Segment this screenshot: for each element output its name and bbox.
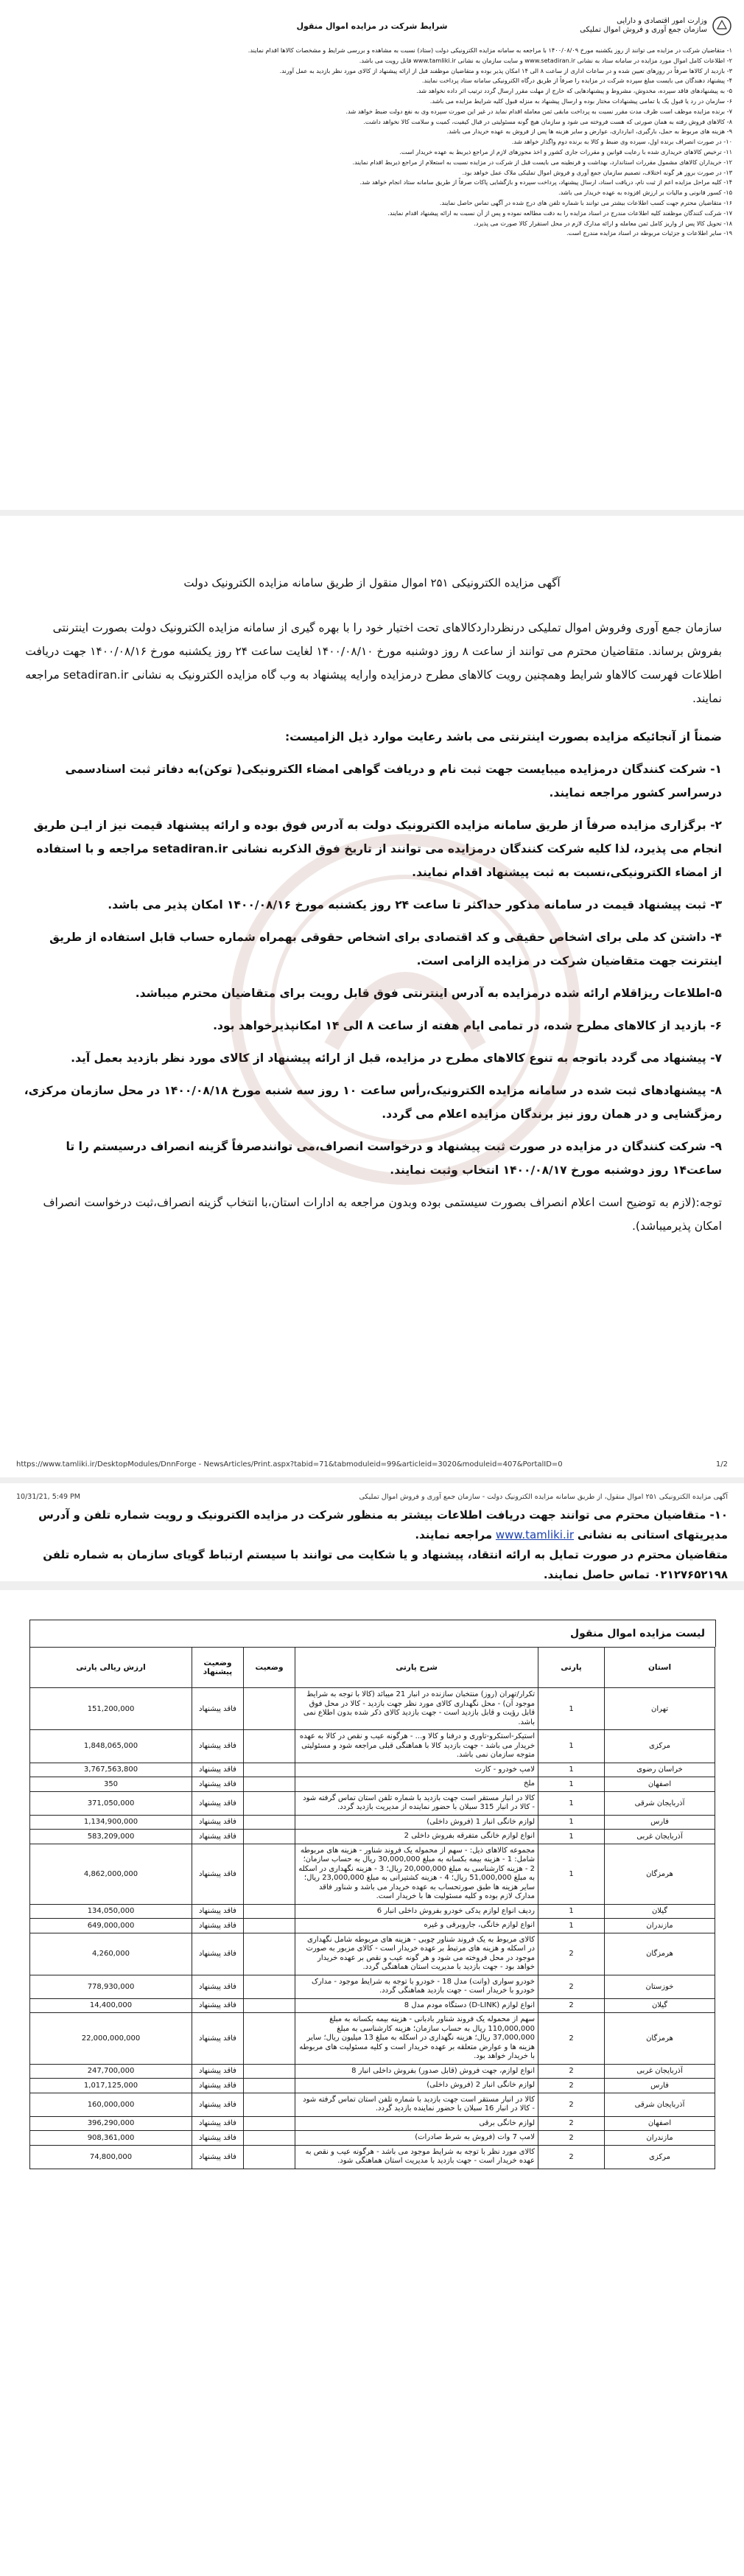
cell-value: 14,400,000 — [30, 1998, 192, 2013]
condition-item: ۱۳- در صورت بروز هر گونه اختلاف، تصمیم سازمان جمع آوری و فروش اموال تملیکی ملاک عمل خواهد بود. — [462, 168, 732, 176]
cell-value: 22,000,000,000 — [30, 2013, 192, 2065]
cell-status — [244, 2131, 295, 2146]
table-row — [30, 1919, 715, 1933]
org-name: وزارت امور اقتصادی و دارایی سازمان جمع آوری و فروش اموال تملیکی — [580, 17, 707, 34]
col-value: ارزش ریالی پارتی — [30, 1648, 192, 1688]
requirement-item: ۷- پیشنهاد می گردد باتوجه به تنوع کالاهای مطرح در مزایده، قبل از ارائه پیشنهاد از کالای مورد نظر بازدید بعمل آید. — [71, 1051, 722, 1065]
cell-value: 4,862,000,000 — [30, 1844, 192, 1904]
cell-proposal: فاقد پیشنهاد — [192, 1791, 244, 1815]
cell-province: مازندران — [605, 2131, 715, 2146]
table-row — [30, 2145, 715, 2169]
tamliki-link[interactable]: www.tamliki.ir — [495, 1528, 575, 1541]
cell-value: 74,800,000 — [30, 2145, 192, 2169]
cell-value: 4,260,000 — [30, 1933, 192, 1975]
cell-province: تهران — [605, 1688, 715, 1730]
cell-proposal: فاقد پیشنهاد — [192, 2093, 244, 2116]
cell-value: 247,700,000 — [30, 2064, 192, 2079]
cell-qty: 1 — [538, 1688, 605, 1730]
cell-proposal: فاقد پیشنهاد — [192, 1904, 244, 1919]
cell-status — [244, 2013, 295, 2065]
condition-item: ۱۹- سایر اطلاعات و جزئیات مربوطه در اسناد مزایده مندرج است. — [566, 229, 732, 237]
print-url[interactable]: https://www.tamliki.ir/DesktopModules/DnnForge - NewsArticles/Print.aspx?tabid=71&tabmoduleid=99&articleid=3020&moduleid=407&PortalID=0 — [16, 1460, 563, 1469]
table-row — [30, 2131, 715, 2146]
cell-qty: 1 — [538, 1844, 605, 1904]
requirement-item: ۳- ثبت پیشنهاد قیمت در سامانه مذکور حداکثر تا ساعت ۲۴ روز یکشنبه مورخ ۱۴۰۰/۰۸/۱۶ امکان پذیر می باشد. — [108, 898, 722, 911]
condition-item: ۸- کالاهای فروش رفته به همان صورتی که هست فروخته می شود و سازمان هیچ گونه مسئولیتی در قبال کیفیت، کمیت و سلامت کالا نخواهد داشت. — [363, 117, 732, 125]
cell-status — [244, 1777, 295, 1792]
announcement-page — [0, 516, 744, 1477]
cell-province: هرمزگان — [605, 1844, 715, 1904]
cell-value: 1,848,065,000 — [30, 1730, 192, 1763]
cell-proposal: فاقد پیشنهاد — [192, 1688, 244, 1730]
condition-item: ۵- به پیشنهادهای فاقد سپرده، مخدوش، مشروط و پیشنهادهایی که خارج از مهلت مقرر ارسال گردد ترتیب اثر داده نخواهد شد. — [416, 87, 732, 95]
cell-desc: کالای مربوط به یک فروند شناور چوبی - هزینه های مربوطه شامل نگهداری در اسکله و هزینه های مرتبط بر عهده خریدار است - کالای مزبور به صورت موجود در محل فروخته می شود و هر گونه عیب و نقص بر عهده خریدار خواهد بود - جهت بازدید با مدیریت استان هماهنگی گردد. — [295, 1933, 538, 1975]
org-logo — [578, 15, 732, 36]
requirement-item: ۸- پیشنهادهای ثبت شده در سامانه مزایده الکترونیک،رأس ساعت ۱۰ روز سه شنبه مورخ ۱۴۰۰/۰۸/۱۸ در محل سازمان مرکزی، رمزگشایی و در همان روز نیز برندگان مزایده اعلام می گردد. — [24, 1084, 722, 1121]
cell-province: اصفهان — [605, 2116, 715, 2131]
cell-province: مازندران — [605, 1919, 715, 1933]
condition-item: ۱۲- خریداران کالاهای مشمول مقررات استاندارد، بهداشت و قرنطینه می بایست قبل از شرکت در مزایده نسبت به استعلام از مراجع ذیربط اقدام نمایند. — [352, 158, 732, 166]
cell-desc: انواع لوازم (D-LINK) دستگاه مودم مدل 8 — [295, 1998, 538, 2013]
cell-desc: لوازم خانگی برقی — [295, 2116, 538, 2131]
cell-qty: 1 — [538, 1904, 605, 1919]
cell-proposal: فاقد پیشنهاد — [192, 2064, 244, 2079]
cell-province: آذربایجان شرقی — [605, 2093, 715, 2116]
condition-item: ۶- سازمان در رد یا قبول یک یا تمامی پیشنهادات مختار بوده و ارسال پیشنهاد به منزله قبول کلیه شرایط مزایده می باشد. — [429, 97, 732, 105]
cell-value: 908,361,000 — [30, 2131, 192, 2146]
cell-proposal: فاقد پیشنهاد — [192, 1998, 244, 2013]
announcement-intro: سازمان جمع آوری وفروش اموال تملیکی درنظرداردکالاهای تحت اختیار خود را با بهره گیری از سامانه مزایده الکترونیک دولت بصورت اینترنتی بفروش برساند. متقاضیان محترم می توانند از ساعت ۸ روز دوشنبه مورخ ۱۴۰۰/۰۸/۱۰ لغایت ساعت ۲۴ روز یکشنبه مورخ ۱۴۰۰/۰۸/۱۶ جهت دریافت اطلاعات فهرست کالاهاو شرایط وهمچنین رویت کالاهای مطرح درمزایده وارایه پیشنهاد به وب گاه مزایده الکترونیک به نشانی setadiran.ir مراجعه نمایند. — [25, 621, 722, 705]
contact-paragraph: ۱۰- متقاضیان محترم می توانند جهت دریافت اطلاعات بیشتر به منظور شرکت در مزایده الکترونیک و رویت شماره تلفن و آدرس مدیریتهای استانی به نشانی www.tamliki.ir مراجعه نمایند. — [38, 1508, 728, 1541]
requirement-item: ۴- داشتن کد ملی برای اشخاص حقیقی و کد اقتصادی برای اشخاص حقوقی بهمراه شماره حساب قابل استفاده از طریق اینترنت جهت متقاضیان شرکت در مزایده الزامی است. — [49, 931, 722, 967]
cell-value: 583,209,000 — [30, 1830, 192, 1844]
cell-desc: کالا در انبار مستقر است جهت بازدید با شماره تلفن استان تماس گرفته شود - کالا در انبار 315 سبلان با حضور نماینده از مدیریت بازدید گردد. — [295, 1791, 538, 1815]
cell-province: فارس — [605, 1815, 715, 1830]
requirements-heading: ضمناً از آنجائیکه مزایده بصورت اینترنتی می باشد رعایت موارد ذیل الزامیست: — [284, 730, 722, 743]
cell-value: 778,930,000 — [30, 1975, 192, 1998]
condition-item: ۳- بازدید از کالاها صرفاً در روزهای تعیین شده و در ساعات اداری از ساعت ۸ الی ۱۴ امکان پذیر بوده و متقاضیان موظفند قبل از ارائه پیشنهاد از کالای مورد نظر بازدید به عمل آورند. — [279, 66, 732, 74]
cell-desc: تکرار/تهران (روز) منتخبان سازنده در انبار 21 میبائد (کالا با توجه به شرایط موجود آن) - محل نگهداری کالای مورد نظر جهت بازدید - کالا در محل فوق قابل رؤیت و قابل بازدید است - جهت بازدید کالای ذکر شده بدون اطلاع نمی باشد. — [295, 1688, 538, 1730]
cell-proposal: فاقد پیشنهاد — [192, 2079, 244, 2093]
requirement-item: توجه:(لازم به توضیح است اعلام انصراف بصورت سیستمی بوده وبدون مراجعه به ادارات استان،با انتخاب گزینه انصراف،ثبت درخواست انصراف امکان پذیرمیباشد). — [43, 1196, 722, 1233]
requirement-item: ۱- شرکت کنندگان درمزایده میبایست جهت ثبت نام و دریافت گواهی امضاء الکترونیکی( توکن)به دفاتر ثبت اسنادسمی درسراسر کشور مراجعه نمایند. — [65, 763, 722, 799]
cell-proposal: فاقد پیشنهاد — [192, 2116, 244, 2131]
cell-value: 371,050,000 — [30, 1791, 192, 1815]
condition-item: ۱۱- ترخیص کالاهای خریداری شده با رعایت قوانین و مقررات جاری کشور و اخذ مجوزهای لازم از مراجع ذیربط به عهده خریدار است. — [399, 147, 732, 155]
cell-desc: لامپ خودرو - کارت — [295, 1763, 538, 1777]
requirement-item: ۹- شرکت کنندگان در مزایده در صورت ثبت پیشنهاد و درخواست انصراف،می توانندصرفاً گزینه انصراف درسیستم را تا ساعت۱۴ روز دوشنبه مورخ ۱۴۰۰/۰۸/۱۷ انتخاب وثبت نمایند. — [66, 1140, 722, 1177]
col-status: وضعیت — [244, 1648, 295, 1688]
cell-desc: مجموعه کالاهای ذیل: - سهم از محموله یک فروند شناور - هزینه های مربوطه شامل: 1 - هزینه بیمه بکسانه به مبلغ 30,000,000 ریال به حساب سازمان؛ 2 - هزینه کارشناسی به مبلغ 20,000,000 ریال؛ 3 - هزینه نگهداری در اسکله به مبلغ 51,000,000 ریال؛ 4 - هزینه کشتیرانی به مبلغ 23,000,000 ریال؛ سایر هزینه ها طبق صورتحساب به عهده خریدار می باشد و شناور فاقد مدارک لازم بوده و کلیه مسئولیت ها با خریدار است. — [295, 1844, 538, 1904]
cell-status — [244, 1830, 295, 1844]
cell-province: آذربایجان شرقی — [605, 1791, 715, 1815]
emblem-icon — [712, 15, 732, 36]
table-row — [30, 2116, 715, 2131]
cell-status — [244, 1688, 295, 1730]
cell-proposal: فاقد پیشنهاد — [192, 1777, 244, 1792]
cell-proposal: فاقد پیشنهاد — [192, 2131, 244, 2146]
condition-item: ۴- پیشنهاد دهندگان می بایست مبلغ سپرده شرکت در مزایده را صرفاً از طریق درگاه الکترونیکی سامانه ستاد پرداخت نمایند. — [421, 77, 732, 85]
cell-qty: 1 — [538, 1730, 605, 1763]
cell-status — [244, 2064, 295, 2079]
cell-qty: 1 — [538, 1919, 605, 1933]
cell-status — [244, 2145, 295, 2169]
condition-item: ۱- متقاضیان شرکت در مزایده می توانند از روز یکشنبه مورخ ۱۴۰۰/۰۸/۰۹ با مراجعه به سامانه مزایده الکترونیکی دولت (ستاد) نسبت به مشاهده و بررسی شرایط و مشخصات کالاها اقدام نمایند. — [248, 46, 732, 54]
cell-proposal: فاقد پیشنهاد — [192, 2013, 244, 2065]
cell-status — [244, 1998, 295, 2013]
conditions-page — [0, 0, 744, 510]
cell-value: 134,050,000 — [30, 1904, 192, 1919]
page-number: 1/2 — [715, 1460, 728, 1469]
table-row — [30, 1904, 715, 1919]
cell-status — [244, 2079, 295, 2093]
cell-qty: 2 — [538, 2145, 605, 2169]
cell-value: 649,000,000 — [30, 1919, 192, 1933]
cell-desc: ردیف انواع لوازم یدکی خودرو بفروش داخلی انبار 6 — [295, 1904, 538, 1919]
table-row — [30, 1933, 715, 1975]
table-row — [30, 1688, 715, 1730]
cell-desc: لوازم خانگی انبار 1 (فروش داخلی) — [295, 1815, 538, 1830]
table-row — [30, 2064, 715, 2079]
cell-value: 396,290,000 — [30, 2116, 192, 2131]
condition-item: ۱۷- شرکت کنندگان موظفند کلیه اطلاعات مندرج در اسناد مزایده را به دقت مطالعه نموده و پس از آن نسبت به ارائه پیشنهاد اقدام نمایند. — [387, 209, 732, 217]
table-row — [30, 2079, 715, 2093]
cell-status — [244, 1815, 295, 1830]
cell-status — [244, 1933, 295, 1975]
print-header-title: آگهی مزایده الکترونیکی ۲۵۱ اموال منقول، از طریق سامانه مزایده الکترونیک دولت - سازمان جمع آوری و فروش اموال تملیکی — [359, 1493, 728, 1501]
cell-qty: 2 — [538, 1933, 605, 1975]
cell-province: آذربایجان غربی — [605, 1830, 715, 1844]
cell-province: فارس — [605, 2079, 715, 2093]
cell-desc: استیکر-استکرو-تاوری و درفنا و کالا و... - هرگونه عیب و نقص در کالا به عهده خریدار می باشد - جهت بازدید کالا با هماهنگی قبلی مراجعه شود و مسئولیتی متوجه سازمان نمی باشد. — [295, 1730, 538, 1763]
cell-status — [244, 1919, 295, 1933]
requirement-item: ۶- بازدید از کالاهای مطرح شده، در تمامی ایام هفته از ساعت ۸ الی ۱۴ امکانپذیرخواهد بود. — [213, 1019, 722, 1032]
conditions-title: شرایط شرکت در مزایده اموال منقول — [296, 21, 448, 31]
cell-qty: 2 — [538, 2013, 605, 2065]
cell-proposal: فاقد پیشنهاد — [192, 1730, 244, 1763]
auction-list-page — [0, 1590, 744, 2576]
cell-status — [244, 1730, 295, 1763]
table-row — [30, 1844, 715, 1904]
cell-desc: لوازم خانگی انبار 2 (فروش داخلی) — [295, 2079, 538, 2093]
table-row — [30, 1791, 715, 1815]
cell-status — [244, 1904, 295, 1919]
table-row — [30, 1830, 715, 1844]
cell-proposal: فاقد پیشنهاد — [192, 2145, 244, 2169]
cell-status — [244, 2093, 295, 2116]
cell-status — [244, 2116, 295, 2131]
condition-item: ۷- برنده مزایده موظف است ظرف مدت مقرر نسبت به پرداخت مابقی ثمن معامله اقدام نماید در غیر این صورت سپرده وی به نفع دولت ضبط خواهد شد. — [345, 107, 732, 115]
cell-qty: 2 — [538, 2116, 605, 2131]
cell-province: مرکزی — [605, 1730, 715, 1763]
cell-value: 151,200,000 — [30, 1688, 192, 1730]
condition-item: ۱۵- کسور قانونی و مالیات بر ارزش افزوده به عهده خریدار می باشد. — [558, 189, 732, 197]
col-proposal: وضعیت پیشنهاد — [192, 1648, 244, 1688]
table-row — [30, 1777, 715, 1792]
cell-status — [244, 1763, 295, 1777]
cell-value: 3,767,563,800 — [30, 1763, 192, 1777]
condition-item: ۲- اطلاعات کامل اموال مورد مزایده در سامانه ستاد به نشانی www.setadiran.ir و سایت سازمان به نشانی www.tamliki.ir قابل رویت می باشد. — [359, 56, 732, 64]
cell-proposal: فاقد پیشنهاد — [192, 1844, 244, 1904]
cell-desc: خودرو سواری (وانت) مدل 18 - خودرو با توجه به شرایط موجود - مدارک خودرو با خریدار است - جهت بازدید هماهنگی گردد. — [295, 1975, 538, 1998]
cell-value: 1,017,125,000 — [30, 2079, 192, 2093]
cell-proposal: فاقد پیشنهاد — [192, 1815, 244, 1830]
col-province: استان — [605, 1648, 715, 1688]
cell-desc: انواع لوازم، جهت فروش (قابل صدور) بفروش داخلی انبار 8 — [295, 2064, 538, 2079]
print-date: 10/31/21, 5:49 PM — [16, 1493, 80, 1501]
cell-province: گیلان — [605, 1998, 715, 2013]
cell-qty: 1 — [538, 1791, 605, 1815]
condition-item: ۱۴- کلیه مراحل مزایده اعم از ثبت نام، دریافت اسناد، ارسال پیشنهاد، پرداخت سپرده و بازگشایی پاکات صرفاً از طریق سامانه ستاد انجام خواهد شد. — [359, 178, 732, 186]
auction-table — [29, 1647, 715, 2169]
cell-province: اصفهان — [605, 1777, 715, 1792]
table-row — [30, 1975, 715, 1998]
table-row — [30, 1730, 715, 1763]
cell-desc: کالای مورد نظر با توجه به شرایط موجود می باشد - هرگونه عیب و نقص به عهده خریدار است - جهت بازدید با مدیریت استان هماهنگی شود. — [295, 2145, 538, 2169]
table-row — [30, 1763, 715, 1777]
cell-value: 160,000,000 — [30, 2093, 192, 2116]
feedback-paragraph: متقاضیان محترم در صورت تمایل به ارائه انتقاد، پیشنهاد و یا شکایت می توانند با سیستم ارتباط گویای سازمان به شماره تلفن ۰۲۱۲۷۶۵۲۱۹۸ تماس حاصل نمایند. — [43, 1548, 728, 1581]
cell-desc: لامپ 7 وات (فروش به شرط صادرات) — [295, 2131, 538, 2146]
cell-desc: کالا در انبار مستقر است جهت بازدید با شماره تلفن استان تماس گرفته شود - کالا در انبار 16 سبلان با حضور نماینده بازدید گردد. — [295, 2093, 538, 2116]
cell-desc: سهم از محموله یک فروند شناور بادبانی - هزینه بیمه بکسانه به مبلغ 110,000,000 ریال به حساب سازمان؛ هزینه کارشناسی به مبلغ 37,000,000 ریال؛ هزینه نگهداری در اسکله به مبلغ 13 میلیون ریال؛ سایر هزینه ها و عوارض متعلقه بر عهده خریدار است و کلیه مسئولیت های مربوطه با خریدار خواهد بود. — [295, 2013, 538, 2065]
cell-qty: 2 — [538, 1998, 605, 2013]
cell-province: مرکزی — [605, 2145, 715, 2169]
table-row — [30, 2093, 715, 2116]
cell-province: گیلان — [605, 1904, 715, 1919]
cell-qty: 1 — [538, 1830, 605, 1844]
cell-qty: 1 — [538, 1777, 605, 1792]
requirement-item: ۵-اطلاعات ریزاقلام ارائه شده درمزایده به آدرس اینترنتی فوق قابل رویت برای متقاضیان محترم میباشد. — [135, 987, 722, 1000]
cell-value: 350 — [30, 1777, 192, 1792]
cell-qty: 2 — [538, 2093, 605, 2116]
cell-qty: 1 — [538, 1763, 605, 1777]
cell-proposal: فاقد پیشنهاد — [192, 1919, 244, 1933]
table-row — [30, 1815, 715, 1830]
cell-province: هرمزگان — [605, 1933, 715, 1975]
announcement-title: آگهی مزایده الکترونیکی ۲۵۱ اموال منقول از طریق سامانه مزایده الکترونیک دولت — [183, 576, 561, 589]
cell-province: خوزستان — [605, 1975, 715, 1998]
cell-qty: 2 — [538, 2131, 605, 2146]
table-row — [30, 1998, 715, 2013]
cell-proposal: فاقد پیشنهاد — [192, 1830, 244, 1844]
cell-proposal: فاقد پیشنهاد — [192, 1975, 244, 1998]
cell-desc: انواع لوازم خانگی متفرقه بفروش داخلی 2 — [295, 1830, 538, 1844]
cell-value: 1,134,900,000 — [30, 1815, 192, 1830]
conditions-list — [12, 46, 732, 239]
cell-status — [244, 1844, 295, 1904]
table-title: لیست مزایده اموال منقول — [29, 1620, 716, 1647]
cell-qty: 2 — [538, 2064, 605, 2079]
cell-proposal: فاقد پیشنهاد — [192, 1763, 244, 1777]
cell-proposal: فاقد پیشنهاد — [192, 1933, 244, 1975]
cell-qty: 1 — [538, 1815, 605, 1830]
cell-province: هرمزگان — [605, 2013, 715, 2065]
cell-province: خراسان رضوی — [605, 1763, 715, 1777]
continuation-page — [0, 1483, 744, 1581]
table-row — [30, 2013, 715, 2065]
cell-province: آذربایجان غربی — [605, 2064, 715, 2079]
col-qty: پارتی — [538, 1648, 605, 1688]
cell-desc: انواع لوازم خانگی، جاروبرقی و غیره — [295, 1919, 538, 1933]
condition-item: ۹- هزینه های مربوط به حمل، بارگیری، انبارداری، عوارض و سایر هزینه ها پس از فروش به عهده خریدار می باشد. — [446, 127, 732, 136]
cell-qty: 2 — [538, 1975, 605, 1998]
condition-item: ۱۰- در صورت انصراف برنده اول، سپرده وی ضبط و کالا به برنده دوم واگذار خواهد شد. — [511, 138, 732, 146]
cell-qty: 2 — [538, 2079, 605, 2093]
col-desc: شرح پارتی — [295, 1648, 538, 1688]
cell-status — [244, 1975, 295, 1998]
requirements-list — [22, 757, 722, 1238]
condition-item: ۱۶- متقاضیان محترم جهت کسب اطلاعات بیشتر می توانند با شماره تلفن های درج شده در آگهی تماس حاصل نمایند. — [439, 198, 732, 206]
condition-item: ۱۸- تحویل کالا پس از واریز کامل ثمن معامله و ارائه مدارک لازم در محل استقرار کالا صورت می پذیرد. — [474, 219, 732, 227]
requirement-item: ۲- برگزاری مزایده صرفاً از طریق سامانه مزایده الکترونیک دولت به آدرس فوق بوده و ارائه پیشنهاد قیمت نیز از ایـن طریق انجام می پذیرد، لذا کلیه شرکت کنندگان درمزایده می توانند از تاریخ فوق الذکربه نشانی setadiran.ir مراجعه و با استفاده از امضاء الکترونیکی،نسبت به ثبت پیشنهاد اقدام نمایند. — [33, 819, 722, 879]
cell-status — [244, 1791, 295, 1815]
cell-desc: ملخ — [295, 1777, 538, 1792]
